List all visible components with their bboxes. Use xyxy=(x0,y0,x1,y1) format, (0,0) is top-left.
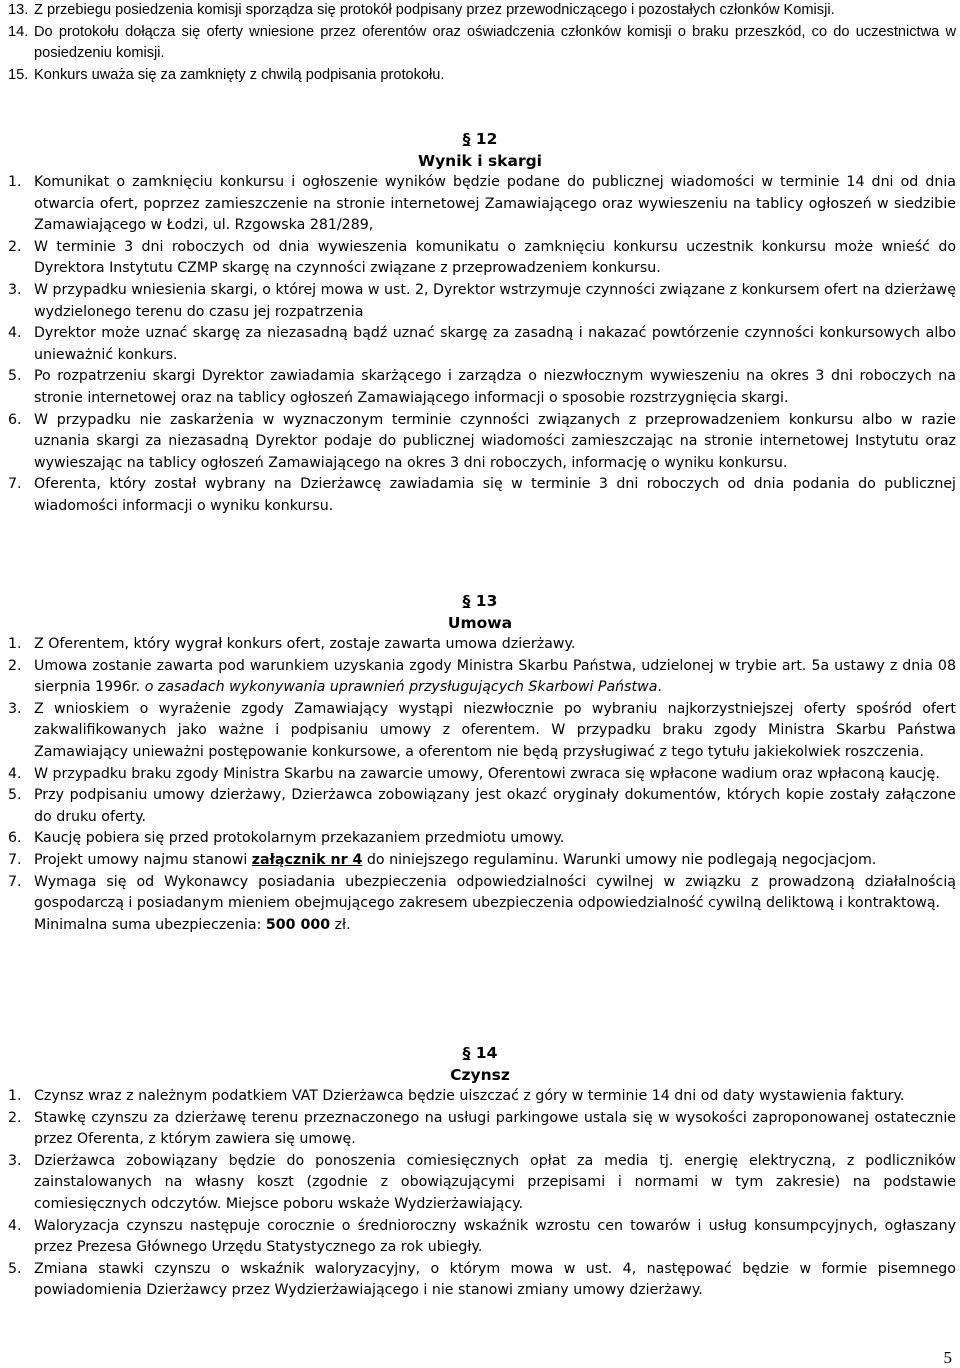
item-text: Stawkę czynszu za dzierżawę terenu przeznaczonego na usługi parkingowe ustala się w wysokości zaproponowanej ostatecznie przez Oferenta, z którym zawiera się umowę. xyxy=(34,1109,956,1148)
item-text: Przy podpisaniu umowy dzierżawy, Dzierżawca zobowiązany jest okazć oryginały dokumentów, których kopie zostały załączone do druku oferty. xyxy=(34,787,956,825)
section-number: 13 xyxy=(475,592,498,610)
list-item xyxy=(8,785,956,828)
item-number: 3. xyxy=(8,1152,22,1169)
list-item xyxy=(8,65,956,87)
list-item xyxy=(8,280,956,323)
list-item xyxy=(8,764,956,786)
item-number: 3. xyxy=(8,700,22,717)
section-symbol: § xyxy=(462,1044,471,1062)
insurance-label: Minimalna suma ubezpieczenia: xyxy=(34,916,266,933)
list-item xyxy=(8,237,956,280)
item-number: 1. xyxy=(8,174,22,190)
attachment-reference: załącznik nr 4 xyxy=(251,851,363,868)
item-text-plain: Umowa zostanie zawarta pod warunkiem uzyskania zgody Ministra Skarbu Państwa, udzielonej w trybie art. 5a ustawy z dnia 08 sierpnia 1996r. xyxy=(34,657,956,696)
item-text: Z wnioskiem o wyrażenie zgody Zamawiający wystąpi niezwłocznie po wybraniu najkorzystniejszej oferty spośród ofert zakwalifikowanych jako ważne i podpisaniu umowy z oferentem. W przypadku braku zgody Ministra Skarbu Państwa Zamawiający unieważni postępowanie konkursowe, a oferentom nie będą przysługiwać z tego tytułu jakiekolwiek roszczenia. xyxy=(34,700,956,760)
item-text: Konkurs uważa się za zamknięty z chwilą podpisania protokołu. xyxy=(34,66,445,83)
list-item xyxy=(8,172,956,237)
list-item xyxy=(8,634,956,656)
item-text: Oferenta, który został wybrany na Dzierżawcę zawiadamia się w terminie 3 dni roboczych od dnia podania do publicznej wiadomości informacji o wyniku konkursu. xyxy=(34,476,956,514)
list-item xyxy=(8,410,956,475)
item-number: 13. xyxy=(8,2,29,18)
list-item xyxy=(8,1151,956,1216)
item-text-plain: Projekt umowy najmu stanowi xyxy=(34,851,252,868)
list-item xyxy=(8,0,956,22)
page-number: 5 xyxy=(943,1348,952,1367)
item-text xyxy=(34,850,956,872)
item-number: 7. xyxy=(8,476,22,493)
item-number: 7. xyxy=(8,851,22,868)
section-12-number xyxy=(0,128,960,150)
item-text xyxy=(34,656,956,699)
item-text-end: . xyxy=(657,679,662,696)
item-text: Kaucję pobiera się przed protokolarnym przekazaniem przedmiotu umowy. xyxy=(34,830,565,847)
list-item xyxy=(8,656,956,699)
item-text: W przypadku nie zaskarżenia w wyznaczonym terminie czynności związanych z przeprowadzeniem konkursu albo w razie uznania skargi za niezasadną Dyrektor podaje do publicznej wiadomości zamieszczając na stronie internetowej Instytutu oraz wywieszając na tablicy ogłoszeń Zamawiającego na okres 3 dni roboczych, informację o wyniku konkursu. xyxy=(34,411,956,471)
item-text: Z Oferentem, który wygrał konkurs ofert, zostaje zawarta umowa dzierżawy. xyxy=(34,636,576,652)
section-13-list xyxy=(8,634,956,936)
section-14-list xyxy=(8,1086,956,1302)
item-number: 5. xyxy=(8,368,22,385)
top-items-list xyxy=(8,0,956,86)
list-item xyxy=(8,1108,956,1151)
item-number: 4. xyxy=(8,765,22,782)
item-number: 2. xyxy=(8,1109,22,1126)
item-text: Po rozpatrzeniu skargi Dyrektor zawiadamia skarżącego i zarządza o niezwłocznym wywieszeniu na okres 3 dni roboczych na stronie internetowej oraz na tablicy ogłoszeń Zamawiającego informacji o sposobie rozstrzygnięcia skargi. xyxy=(34,368,956,406)
item-number: 6. xyxy=(8,830,22,847)
section-12-title: Wynik i skargi xyxy=(417,152,542,170)
list-item xyxy=(8,366,956,409)
item-text-end: do niniejszego regulaminu. Warunki umowy nie podlegają negocjacjom. xyxy=(362,851,877,868)
item-text xyxy=(34,872,956,937)
item-text: Waloryzacja czynszu następuje corocznie o średnioroczny wskaźnik wzrostu cen towarów i usług konsumpcyjnych, ogłaszany przez Prezesa Głównego Urzędu Statystycznego za rok ubiegły. xyxy=(34,1217,956,1256)
item-text: Dyrektor może uznać skargę za niezasadną bądź uznać skargę za zasadną i nakazać powtórzenie czynności konkursowych albo unieważnić konkurs. xyxy=(34,325,956,363)
law-title: o zasadach wykonywania uprawnień przysługujących Skarbowi Państwa xyxy=(144,679,658,696)
item-text: Do protokołu dołącza się oferty wniesione przez oferentów oraz oświadczenia członków komisji o braku przeszkód, co do uczestnictwa w posiedzeniu komisji. xyxy=(34,23,956,62)
item-text: Dzierżawca zobowiązany będzie do ponoszenia comiesięcznych opłat za media tj. energię elektryczną, z podliczników zainstalowanych na własny koszt (zgodnie z obowiązującymi przepisami i normami w tym zakresie) na podstawie comiesięcznych odczytów. Miejsce poboru wskaże Wydzierżawiający. xyxy=(34,1152,956,1212)
section-14-title: Czynsz xyxy=(450,1066,510,1084)
item-number: 6. xyxy=(8,411,22,428)
item-text: W terminie 3 dni roboczych od dnia wywieszenia komunikatu o zamknięciu konkursu uczestnik konkursu może wnieść do Dyrektora Instytutu CZMP skargę na czynności związane z przeprowadzeniem konkursu. xyxy=(34,238,956,277)
section-13-title: Umowa xyxy=(447,614,513,632)
item-number: 2. xyxy=(8,238,22,255)
item-number: 1. xyxy=(8,1088,22,1104)
item-number: 3. xyxy=(8,281,22,298)
section-number: 12 xyxy=(475,130,498,148)
item-number: 14. xyxy=(8,23,29,40)
list-item xyxy=(8,1216,956,1259)
item-number: 15. xyxy=(8,66,29,83)
item-number: 1. xyxy=(8,636,22,652)
item-text-body: Wymaga się od Wykonawcy posiadania ubezpieczenia odpowiedzialności cywilnej w związku z prowadzoną działalnością gospodarczą i posiadanym mieniem obejmującego zakresem ubezpieczenia odpowiedzialność cywilną deliktową i kontraktową. xyxy=(34,873,956,912)
item-number: 5. xyxy=(8,787,22,804)
section-symbol: § xyxy=(462,130,471,148)
insurance-amount: 500 000 xyxy=(265,916,331,933)
section-14-number xyxy=(0,1042,960,1064)
list-item xyxy=(8,828,956,850)
list-item xyxy=(8,850,956,872)
item-text: Czynsz wraz z należnym podatkiem VAT Dzierżawca będzie uiszczać z góry w terminie 14 dni od daty wystawienia faktury. xyxy=(34,1088,905,1104)
item-number: 4. xyxy=(8,1217,22,1234)
list-item xyxy=(8,323,956,366)
item-number: 5. xyxy=(8,1260,22,1277)
list-item xyxy=(8,22,956,65)
item-number: 7. xyxy=(8,873,22,890)
item-text: Komunikat o zamknięciu konkursu i ogłoszenie wyników będzie podane do publicznej wiadomości w terminie 14 dni od dnia otwarcia ofert, poprzez zamieszczenie na stronie internetowej Zamawiającego oraz wywieszeniu na tablicy ogłoszeń w siedzibie Zamawiającego w Łodzi, ul. Rzgowska 281/289, xyxy=(34,174,956,234)
list-item xyxy=(8,1086,956,1108)
item-number: 4. xyxy=(8,325,22,342)
list-item xyxy=(8,872,956,937)
item-text: W przypadku wniesienia skargi, o której mowa w ust. 2, Dyrektor wstrzymuje czynności związane z konkursem ofert na dzierżawę wydzielonego terenu do czasu jej rozpatrzenia xyxy=(34,281,956,320)
insurance-currency: zł. xyxy=(330,916,351,933)
item-text: Z przebiegu posiedzenia komisji sporządza się protokół podpisany przez przewodniczącego i pozostałych członków Komisji. xyxy=(34,2,835,18)
item-text: W przypadku braku zgody Ministra Skarbu na zawarcie umowy, Oferentowi zwraca się wpłacone wadium oraz wpłaconą kaucję. xyxy=(34,765,940,782)
list-item xyxy=(8,1259,956,1302)
section-number: 14 xyxy=(475,1044,498,1062)
section-13-number xyxy=(0,590,960,612)
section-symbol: § xyxy=(462,592,471,610)
list-item xyxy=(8,699,956,764)
list-item xyxy=(8,474,956,517)
section-12-list xyxy=(8,172,956,518)
item-number: 2. xyxy=(8,657,22,674)
item-text: Zmiana stawki czynszu o wskaźnik waloryzacyjny, o którym mowa w ust. 4, następować będzie w formie pisemnego powiadomienia Dzierżawcy przez Wydzierżawiającego i nie stanowi zmiany umowy dzierżawy. xyxy=(34,1260,956,1299)
